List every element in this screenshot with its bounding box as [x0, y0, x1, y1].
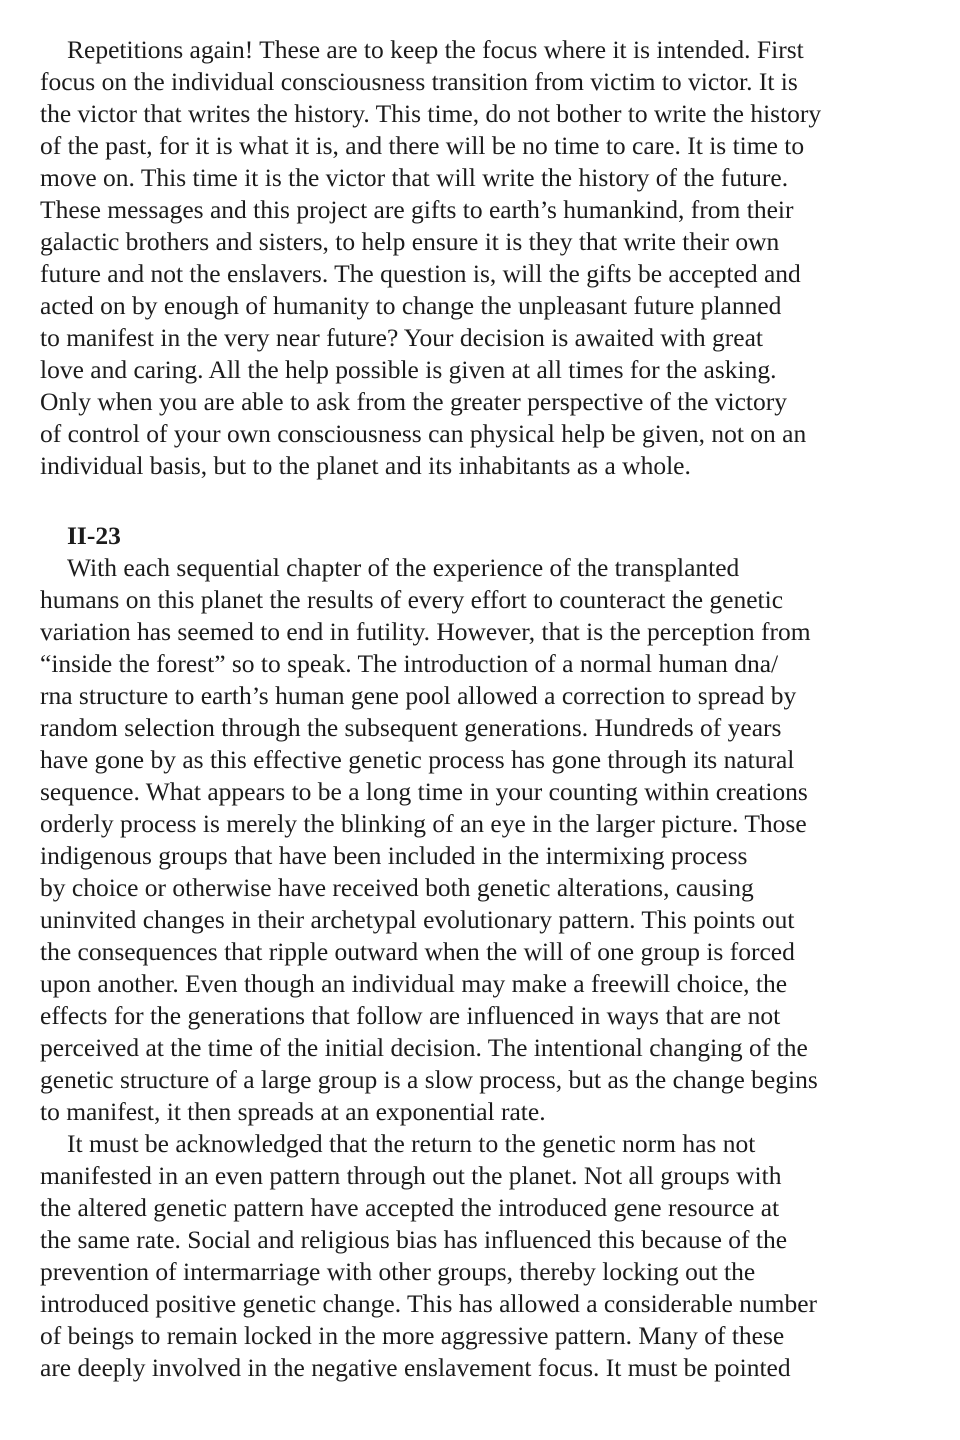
text-line: variation has seemed to end in futility. However, that is the perception from: [40, 617, 811, 646]
text-line: upon another. Even though an individual may make a freewill choice, the: [40, 969, 788, 998]
text-line: of the past, for it is what it is, and there will be no time to care. It is time to: [40, 131, 805, 160]
text-line: rna structure to earth’s human gene pool allowed a correction to spread by: [40, 681, 797, 710]
text-line: “inside the forest” so to speak. The introduction of a normal human dna/: [40, 649, 779, 678]
paragraph-repetitions: [40, 34, 920, 482]
text-line: Repetitions again! These are to keep the focus where it is intended. First: [67, 35, 804, 64]
text-line: individual basis, but to the planet and its inhabitants as a whole.: [40, 451, 691, 480]
text-line: to manifest, it then spreads at an exponential rate.: [40, 1097, 546, 1126]
text-line: love and caring. All the help possible is given at all times for the asking.: [40, 355, 777, 384]
text-line: orderly process is merely the blinking of an eye in the larger picture. Those: [40, 809, 807, 838]
text-line: of beings to remain locked in the more aggressive pattern. Many of these: [40, 1321, 785, 1350]
section-heading: II-23: [67, 521, 121, 550]
section-spacer: [40, 482, 920, 518]
text-line: Only when you are able to ask from the greater perspective of the victory: [40, 387, 788, 416]
text-line: of control of your own consciousness can physical help be given, not on an: [40, 419, 807, 448]
text-line: manifested in an even pattern through out the planet. Not all groups with: [40, 1161, 782, 1190]
book-page: [40, 34, 920, 1384]
text-line: move on. This time it is the victor that will write the history of the future.: [40, 163, 789, 192]
text-line: It must be acknowledged that the return to the genetic norm has not: [67, 1129, 756, 1158]
text-line: prevention of intermarriage with other groups, thereby locking out the: [40, 1257, 756, 1286]
text-line: have gone by as this effective genetic process has gone through its natural: [40, 745, 795, 774]
text-line: the victor that writes the history. This time, do not bother to write the history: [40, 99, 822, 128]
text-line: focus on the individual consciousness transition from victim to victor. It is: [40, 67, 798, 96]
text-line: are deeply involved in the negative enslavement focus. It must be pointed: [40, 1353, 791, 1382]
text-line: indigenous groups that have been included in the intermixing process: [40, 841, 748, 870]
text-line: the altered genetic pattern have accepted the introduced gene resource at: [40, 1193, 780, 1222]
text-line: galactic brothers and sisters, to help ensure it is they that write their own: [40, 227, 780, 256]
text-line: genetic structure of a large group is a slow process, but as the change begins: [40, 1065, 818, 1094]
text-line: the consequences that ripple outward when the will of one group is forced: [40, 937, 795, 966]
text-line: perceived at the time of the initial decision. The intentional changing of the: [40, 1033, 808, 1062]
text-line: These messages and this project are gifts to earth’s humankind, from their: [40, 195, 794, 224]
text-line: by choice or otherwise have received both genetic alterations, causing: [40, 873, 754, 902]
text-line: humans on this planet the results of every effort to counteract the genetic: [40, 585, 784, 614]
text-line: introduced positive genetic change. This has allowed a considerable number: [40, 1289, 818, 1318]
text-line: future and not the enslavers. The question is, will the gifts be accepted and: [40, 259, 801, 288]
text-line: effects for the generations that follow are influenced in ways that are not: [40, 1001, 781, 1030]
paragraph-genetic-norm: [40, 1128, 920, 1384]
text-line: to manifest in the very near future? Your decision is awaited with great: [40, 323, 764, 352]
text-line: acted on by enough of humanity to change the unpleasant future planned: [40, 291, 782, 320]
text-line: the same rate. Social and religious bias has influenced this because of the: [40, 1225, 788, 1254]
text-line: random selection through the subsequent generations. Hundreds of years: [40, 713, 782, 742]
text-line: With each sequential chapter of the experience of the transplanted: [67, 553, 740, 582]
text-line: sequence. What appears to be a long time in your counting within creations: [40, 777, 808, 806]
paragraph-sequential-chapter: [40, 552, 920, 1128]
text-line: uninvited changes in their archetypal evolutionary pattern. This points out: [40, 905, 795, 934]
